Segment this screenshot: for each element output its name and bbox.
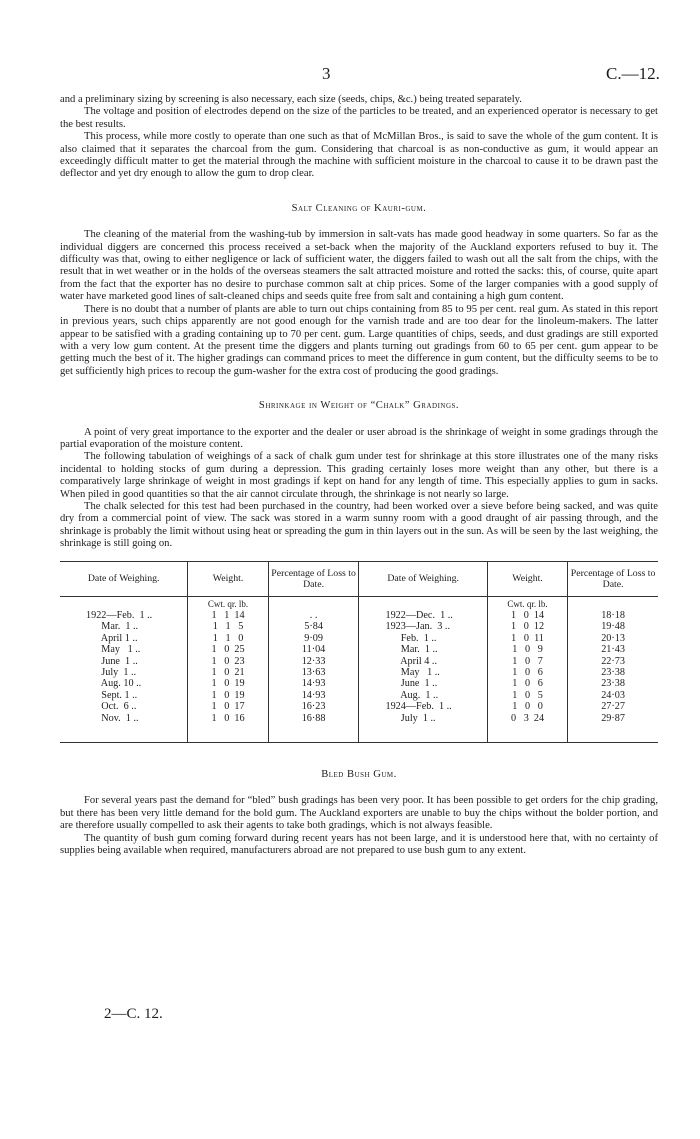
weight-left: 1 1 14 — [188, 610, 268, 621]
col-header-pct-right: Percentage of Loss to Date. — [568, 561, 658, 596]
percentage-left: 11·04 — [268, 644, 359, 655]
bled-paragraph-2: The quantity of bush gum coming forward during recent years has not been large, and it is understood here that, with no certainty of supplies being available when required, manufacturers abroad are not prepared to use bush gum to any extent. — [60, 832, 658, 857]
intro-paragraph-3: This process, while more costly to operate than one such as that of McMillan Bros., is said to save the whole of the gum content. It is also claimed that it separates the charcoal from the gum. Considering that charcoal is as non-conductive as gum, it would appear an exceedingly difficult matter to get the material through the machine with sufficient moisture in the charcoal to cause it to be drawn past the deflector and yet dry enough to allow the gum to drop clear. — [60, 131, 658, 180]
date-left: April 1 .. — [60, 633, 188, 644]
date-right: Mar. 1 .. — [359, 644, 487, 655]
shrinkage-paragraph-3: The chalk selected for this test had been purchased in the country, had been worked over a sieve before being sacked, and was quite dry from a commercial point of view. The sack was stored in a warm sunny room with a good draught of air passing through, and the shrinkage is probably the limit without using heat or spreading the gum in thin layers out in the sun. As will be seen by the last weighing, the shrinkage is still going on. — [60, 500, 658, 550]
date-right: May 1 .. — [359, 667, 487, 678]
percentage-left: . . — [268, 610, 359, 621]
units-row — [60, 596, 658, 610]
table-row — [60, 690, 658, 701]
document-reference: C.—12. — [606, 64, 660, 83]
percentage-left: 9·09 — [268, 633, 359, 644]
salt-paragraph-2: There is no doubt that a number of plants are able to turn out chips containing from 85 to 95 per cent. real gum. As stated in this report in previous years, such chips apparently are not good enough for the varnish trade and are too dear for the linoleum-makers. The latter appear to be satisfied with a grading containing up to 70 per cent. gum. Large quantities of chips, seeds, and dust gradings are still exported with a very low gum content. At the present time the diggers and plants turning out gradings from 60 to 65 per cent. gum appear to be getting much the best of it. The higher gradings can command prices to meet the difference in gum content, but the difficulty seems to be to get sufficiently high prices to recoup the gum-washer for the extra cost of producing the good gradings. — [60, 303, 658, 377]
weight-left: 1 1 0 — [188, 633, 268, 644]
table-row — [60, 633, 658, 644]
date-right: April 4 .. — [359, 656, 487, 667]
date-right: June 1 .. — [359, 678, 487, 689]
percentage-left: 13·63 — [268, 667, 359, 678]
date-left: May 1 .. — [60, 644, 188, 655]
percentage-right: 18·18 — [601, 610, 625, 621]
page-header — [0, 64, 700, 84]
salt-paragraph-1: The cleaning of the material from the washing-tub by immersion in salt-vats has made good headway in some quarters. So far as the individual diggers are concerned this process received a set-back when the majority of the Auckland exporters refused to buy it. The difficulty was that, owing to either negligence or lack of sufficient water, the diggers failed to wash out all the salt from the chips, with the result that in wet weather or in the holds of the overseas steamers the salt attracted moisture and rotted the sacks: this, of course, quite apart from the fact that the exporter has no desire to purchase common salt at chip prices. Some of the larger companies with a good supply of water have marketed good lines of salt-cleaned chips and seeds quite free from salt and containing a high gum content. — [60, 229, 658, 303]
col-header-weight-right: Weight. — [487, 561, 567, 596]
col-header-pct-left: Percentage of Loss to Date. — [268, 561, 359, 596]
date-left: Sept. 1 .. — [60, 690, 188, 701]
percentage-left: 16·88 — [268, 713, 359, 743]
date-left: Aug. 10 .. — [60, 678, 188, 689]
weight-left: 1 0 23 — [188, 656, 268, 667]
page-body — [60, 94, 658, 858]
percentage-right: 19·48 — [601, 621, 625, 633]
weight-right: 1 0 7 — [487, 656, 567, 667]
intro-paragraph-2: The voltage and position of electrodes depend on the size of the particles to be treated, and an experienced operator is necessary to get the best results. — [60, 106, 658, 130]
table-row — [60, 678, 658, 689]
weight-left: 1 0 21 — [188, 667, 268, 678]
weight-left: 1 0 25 — [188, 644, 268, 655]
shrinkage-paragraph-1: A point of very great importance to the exporter and the dealer or user abroad is the shrinkage of weight in some gradings through the partial evaporation of the moisture content. — [60, 426, 658, 450]
percentage-right: 23·38 — [601, 667, 625, 679]
date-right: 1922—Dec. 1 .. — [359, 610, 487, 621]
weight-left: 1 1 5 — [188, 621, 268, 632]
table-row — [60, 667, 658, 678]
units-right: Cwt. qr. lb. — [487, 596, 567, 610]
date-right: 1923—Jan. 3 .. — [359, 621, 487, 632]
percentage-right: 23·38 — [601, 678, 625, 690]
date-right: Feb. 1 .. — [359, 633, 487, 644]
percentage-right: 24·03 — [601, 689, 625, 701]
percentage-left: 16·23 — [268, 701, 359, 712]
table-row — [60, 656, 658, 667]
weight-right: 1 0 12 — [487, 621, 567, 632]
weight-left: 1 0 19 — [188, 690, 268, 701]
percentage-left: 14·93 — [268, 690, 359, 701]
shrinkage-paragraph-2: The following tabulation of weighings of a sack of chalk gum under test for shrinkage at this store illustrates one of the many risks incidental to holding stocks of gum during a depression. This grading certainly loses more weight than any other, but there is a comparatively large shrinkage of weight in most gradings if kept on hand for any length of time. This especially applies to gum in sacks. When piled in good quantities so that the air cannot circulate through, the shrinkage is not nearly so large. — [60, 451, 658, 500]
weight-right: 1 0 9 — [487, 644, 567, 655]
percentage-left: 5·84 — [268, 621, 359, 632]
intro-paragraph-1: and a preliminary sizing by screening is also necessary, each size (seeds, chips, &c.) being treated separately. — [60, 94, 522, 105]
date-right: 1924—Feb. 1 .. — [359, 701, 487, 712]
units-left: Cwt. qr. lb. — [188, 596, 268, 610]
date-right: July 1 .. — [359, 713, 487, 743]
percentage-right: 21·43 — [601, 644, 625, 656]
weight-right: 1 0 14 — [487, 610, 567, 621]
footer-reference: 2—C. 12. — [104, 1006, 163, 1022]
date-right: Aug. 1 .. — [359, 690, 487, 701]
percentage-right: 20·13 — [601, 632, 625, 644]
table-row — [60, 610, 658, 621]
table-header-row — [60, 561, 658, 596]
bled-bush-heading — [60, 769, 658, 781]
percentage-right: 22·73 — [601, 655, 625, 667]
weight-right: 1 0 6 — [487, 667, 567, 678]
shrinkage-heading — [60, 400, 658, 412]
date-left: Mar. 1 .. — [60, 621, 188, 632]
table-row — [60, 713, 658, 743]
table-row — [60, 621, 658, 632]
table-row — [60, 644, 658, 655]
date-left: Oct. 6 .. — [60, 701, 188, 712]
col-header-date-right: Date of Weighing. — [359, 561, 487, 596]
salt-cleaning-heading — [60, 203, 658, 215]
percentage-right: 27·27 — [601, 701, 625, 713]
weight-right: 0 3 24 — [487, 713, 567, 743]
col-header-date-left: Date of Weighing. — [60, 561, 188, 596]
percentage-left: 14·93 — [268, 678, 359, 689]
percentage-right: 29·87 — [568, 713, 658, 743]
weight-right: 1 0 0 — [487, 701, 567, 712]
date-left: July 1 .. — [60, 667, 188, 678]
weight-left: 1 0 19 — [188, 678, 268, 689]
weighing-table — [60, 561, 658, 743]
weight-right: 1 0 11 — [487, 633, 567, 644]
bled-bush-heading-text: Bled Bush Gum. — [321, 769, 397, 781]
weight-right: 1 0 5 — [487, 690, 567, 701]
bled-paragraph-1: For several years past the demand for “bled” bush gradings has been very poor. It has been possible to get orders for the chip grading, but there has been very little demand for the bold gum. The Auckland exporters are unable to buy the chips without the bolder portion, and are therefore usually compelled to ask their agents to take both gradings, which is not always feasible. — [60, 795, 658, 832]
date-left: June 1 .. — [60, 656, 188, 667]
salt-cleaning-heading-text: Salt Cleaning of Kauri-gum. — [291, 202, 427, 214]
weight-left: 1 0 16 — [188, 713, 268, 743]
percentage-left: 12·33 — [268, 656, 359, 667]
date-left: Nov. 1 .. — [60, 713, 188, 743]
weight-right: 1 0 6 — [487, 678, 567, 689]
weight-left: 1 0 17 — [188, 701, 268, 712]
page-number: 3 — [322, 64, 331, 83]
date-left: 1922—Feb. 1 .. — [60, 610, 188, 621]
weighing-table-body — [60, 596, 658, 742]
table-row — [60, 701, 658, 712]
col-header-weight-left: Weight. — [188, 561, 268, 596]
shrinkage-heading-text: Shrinkage in Weight of “Chalk” Gradings. — [258, 400, 460, 412]
